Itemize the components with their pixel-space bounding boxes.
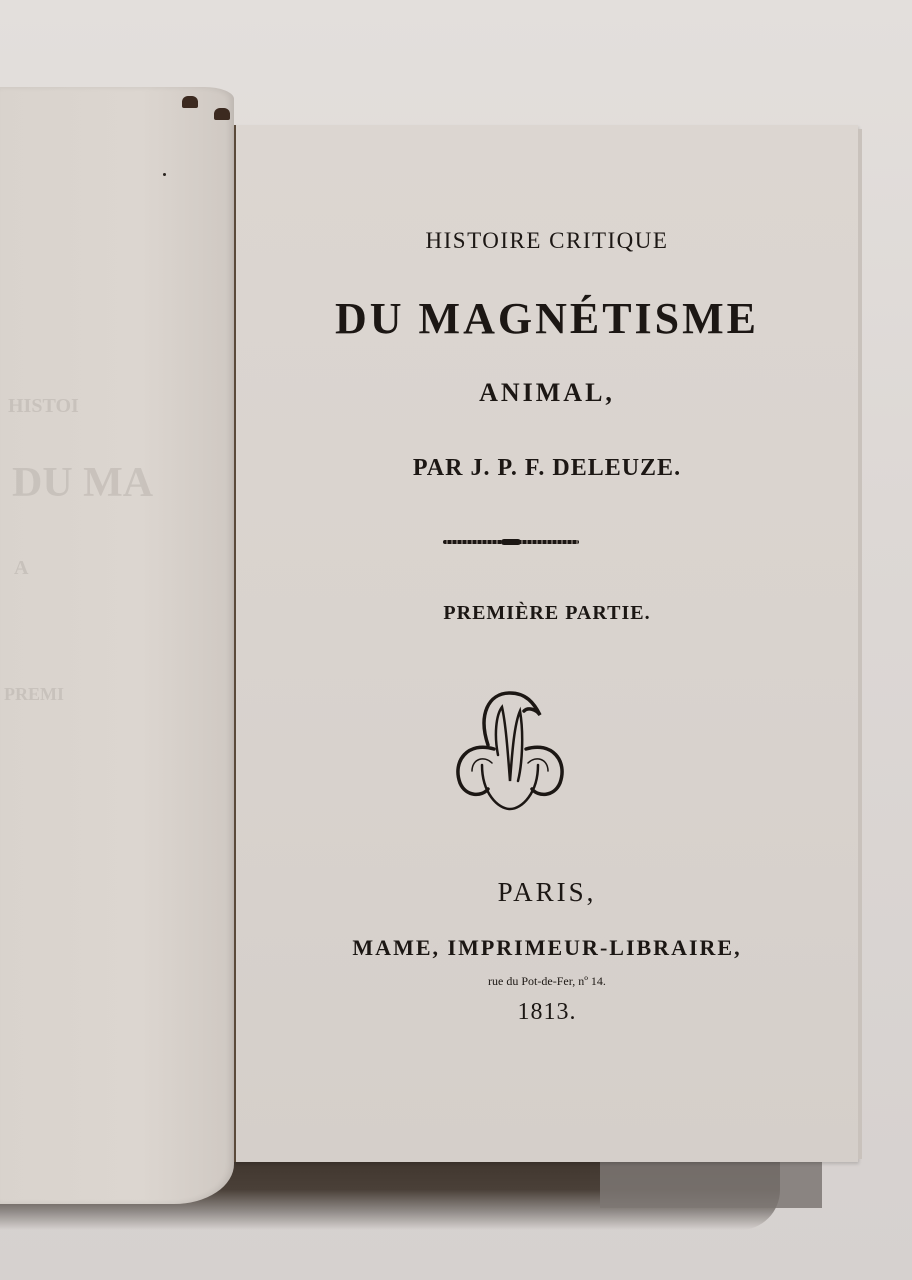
- title-line-1: HISTOIRE CRITIQUE: [425, 228, 669, 253]
- book-shadow-right: [600, 1160, 822, 1208]
- ornamental-rule-icon: [443, 540, 579, 544]
- bleed-text: PREMI: [4, 684, 64, 704]
- binding-edge: [214, 108, 230, 120]
- binding-edge: [182, 96, 198, 108]
- address: rue du Pot-de-Fer, nº 14.: [488, 974, 606, 988]
- publisher: MAME, IMPRIMEUR-LIBRAIRE,: [352, 935, 742, 960]
- city: PARIS,: [497, 877, 597, 907]
- part-label: PREMIÈRE PARTIE.: [443, 602, 651, 624]
- left-page: [0, 87, 234, 1204]
- title-page: [234, 125, 858, 1162]
- bleed-text: DU MA: [12, 460, 154, 506]
- monogram-icon: [448, 685, 572, 815]
- year: 1813.: [517, 999, 577, 1025]
- bleed-text: A: [14, 557, 29, 579]
- title-main: DU MAGNÉTISME: [334, 294, 760, 343]
- paper-speck: [163, 173, 166, 176]
- bleed-text: HISTOI: [8, 395, 79, 417]
- title-line-3: ANIMAL,: [479, 378, 615, 407]
- author: PAR J. P. F. DELEUZE.: [412, 455, 682, 481]
- page-edge: [858, 129, 862, 1159]
